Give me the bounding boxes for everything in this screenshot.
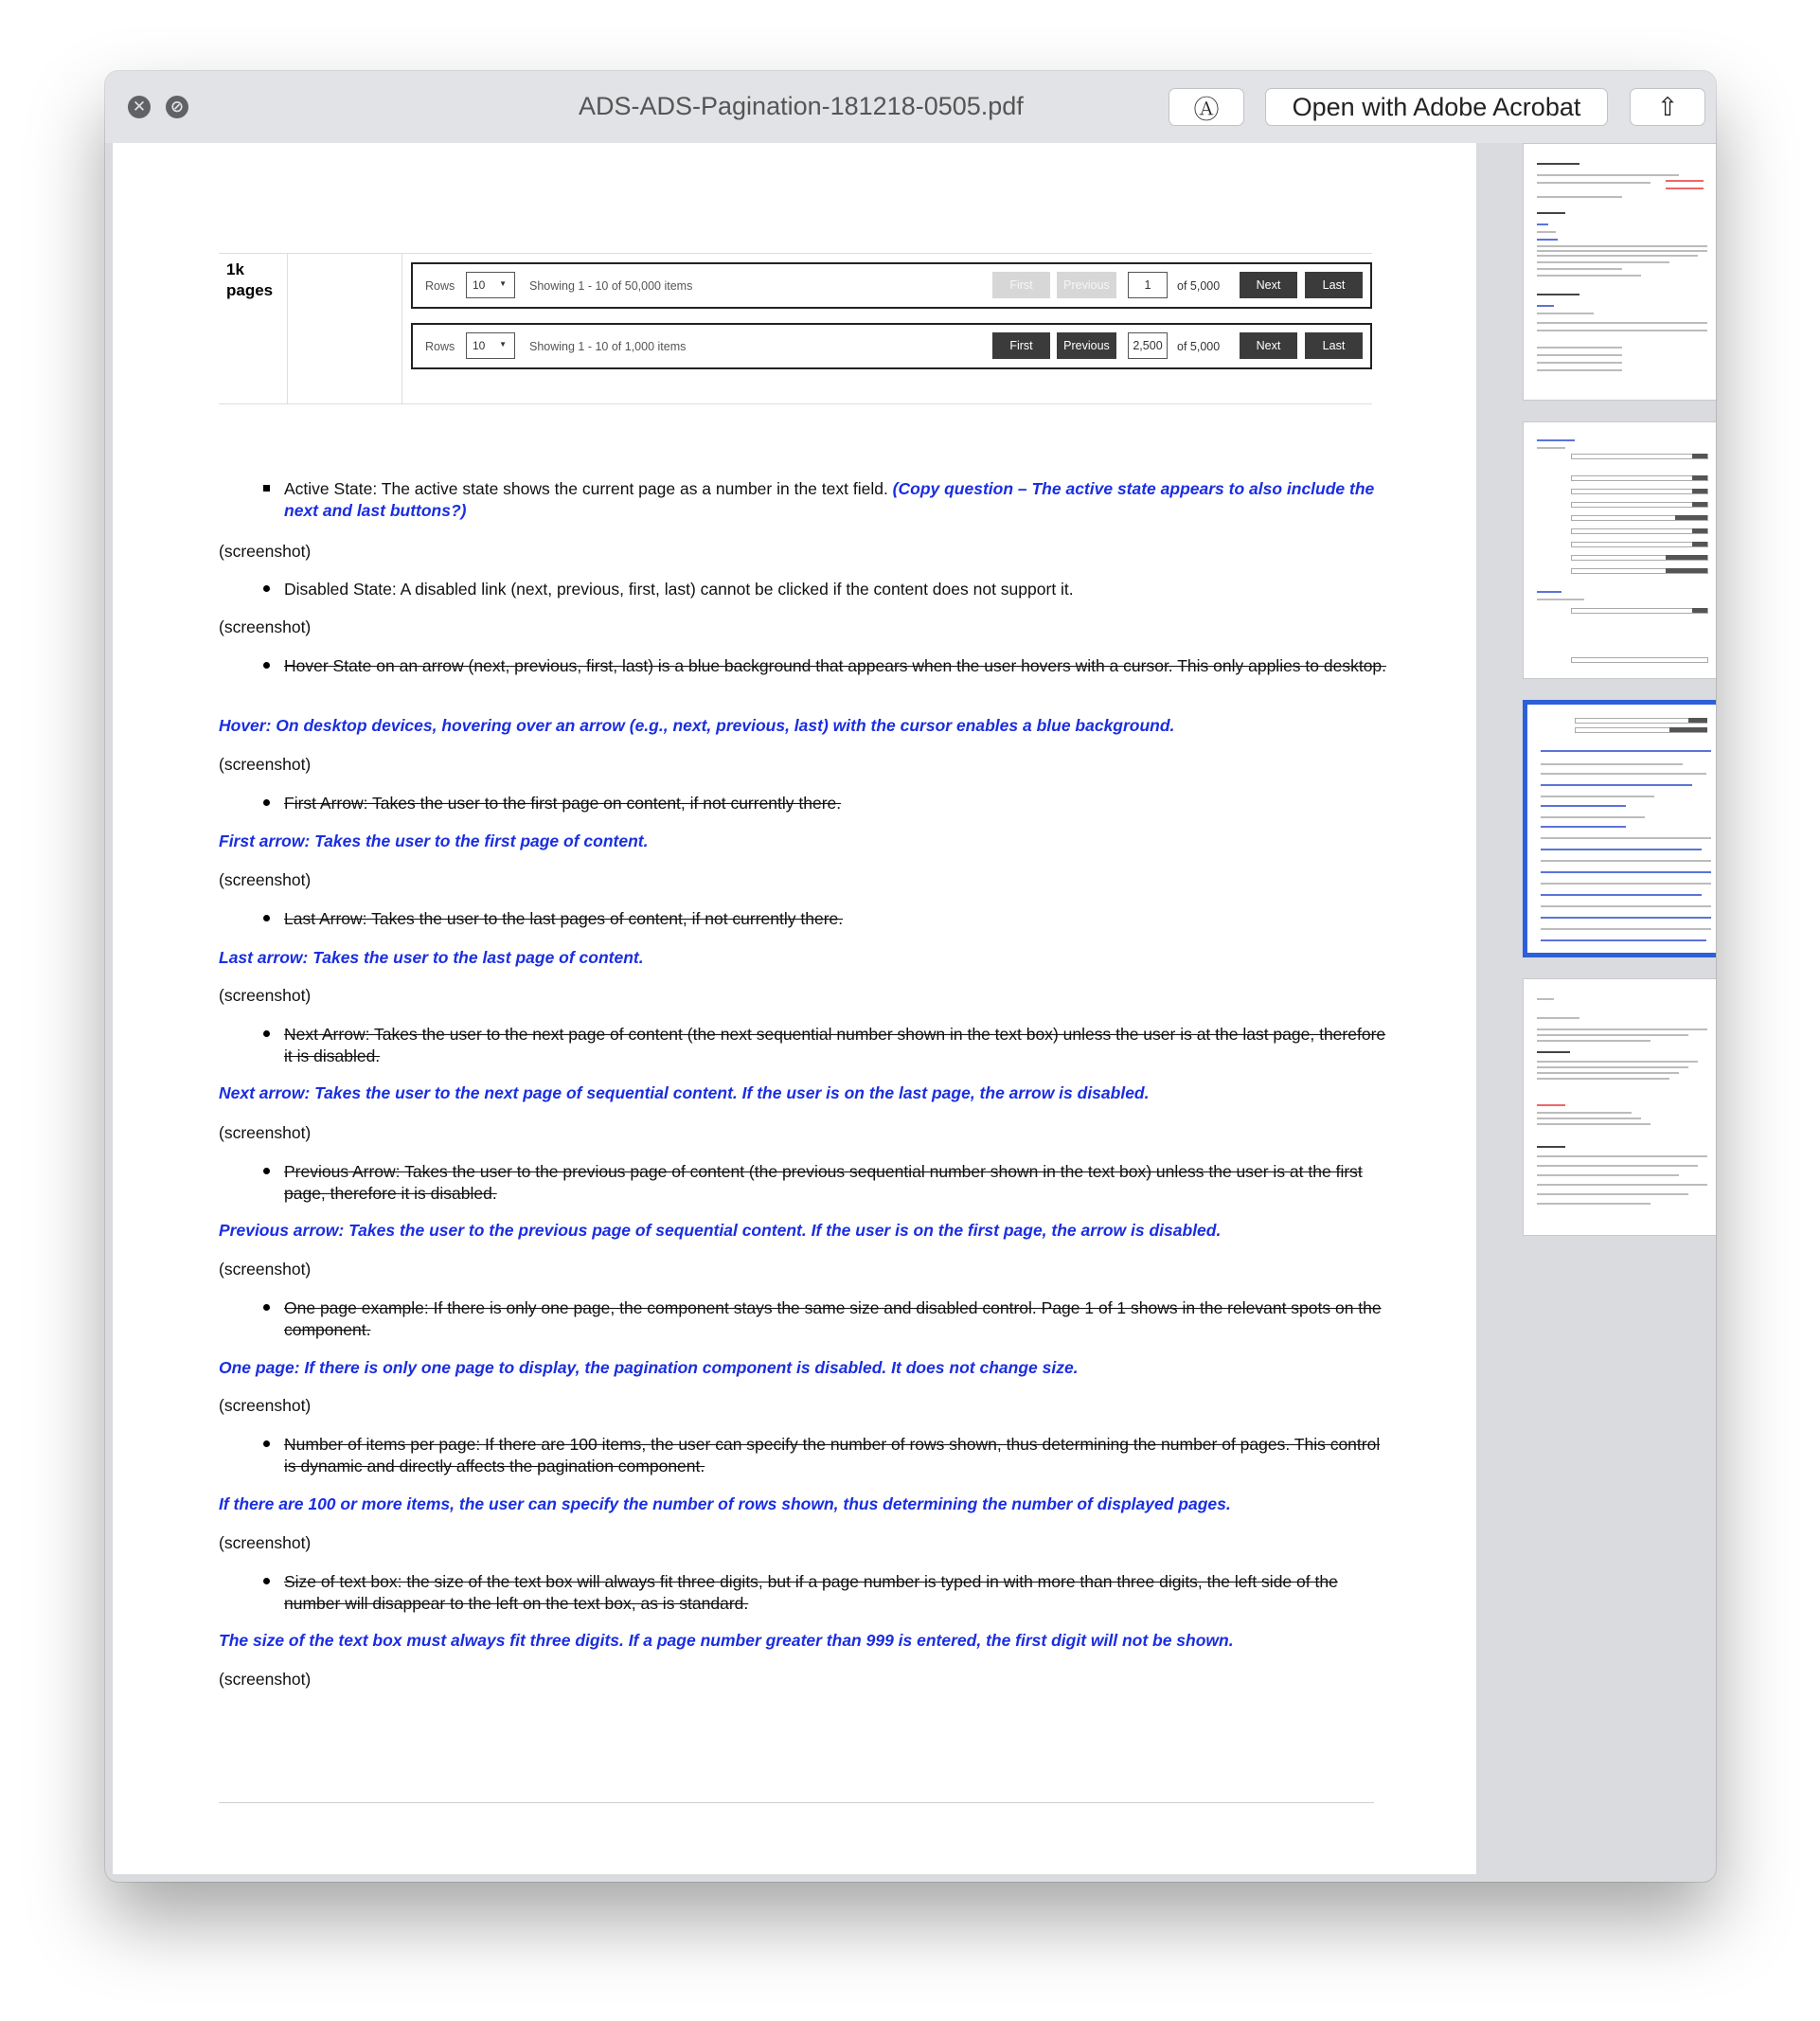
last-revised: Last arrow: Takes the user to the last page of content. (219, 948, 644, 967)
bullet-disabled-state: Disabled State: A disabled link (next, previous, first, last) cannot be clicked if the content does not support it. (284, 579, 1392, 600)
screenshot-placeholder: (screenshot) (219, 542, 312, 561)
last-button[interactable]: Last (1305, 272, 1363, 298)
share-icon[interactable]: ⇧ (1630, 88, 1705, 126)
preview-window (105, 71, 1716, 1882)
screenshot-placeholder: (screenshot) (219, 755, 312, 774)
screenshot-placeholder: (screenshot) (219, 870, 312, 889)
table-divider (287, 254, 288, 403)
pagination-bar-active (411, 323, 1372, 369)
page-thumbnail-2[interactable] (1523, 421, 1716, 679)
window-title: ADS-ADS-Pagination-181218-0505.pdf (579, 92, 1024, 120)
previous-revised: Previous arrow: Takes the user to the previous page of sequential content. If the user is on the first page, the arrow is disabled. (219, 1221, 1222, 1240)
screenshot-placeholder: (screenshot) (219, 986, 312, 1005)
showing-text: Showing 1 - 10 of 50,000 items (529, 279, 693, 293)
rows-select[interactable] (466, 272, 515, 298)
rows-value: 10 (473, 278, 486, 292)
first-button[interactable]: First (992, 272, 1050, 298)
page-total: of 5,000 (1177, 279, 1221, 293)
bullet-next-old: Next Arrow: Takes the user to the next page of content (the next sequential number shown in the text box) unless the user is at the last page, therefore it is disabled. (284, 1024, 1392, 1067)
open-with-acrobat-button[interactable]: Open with Adobe Acrobat (1265, 88, 1608, 126)
next-button[interactable]: Next (1240, 332, 1297, 359)
rows-select[interactable] (466, 332, 515, 359)
copy-question: (Copy question – The active state appears to also include the next and last buttons?) (284, 479, 1375, 520)
bullet-previous-old: Previous Arrow: Takes the user to the previous page of content (the previous sequential number shown in the text box) unless the user is at the first page, therefore it is disabled. (284, 1161, 1392, 1205)
screenshot-placeholder: (screenshot) (219, 1533, 312, 1552)
page-total: of 5,000 (1177, 340, 1221, 353)
first-revised: First arrow: Takes the user to the first page of content. (219, 832, 649, 850)
next-revised: Next arrow: Takes the user to the next page of sequential content. If the user is on the last page, the arrow is disabled. (219, 1083, 1150, 1102)
footer-divider (219, 1802, 1374, 1803)
screenshot-placeholder: (screenshot) (219, 1670, 312, 1689)
rows-value: 10 (473, 339, 486, 352)
bullet-items-old: Number of items per page: If there are 100 items, the user can specify the number of rows shown, thus determining the number of pages. This control is dynamic and directly affects the pagination component. (284, 1434, 1392, 1477)
items-revised: If there are 100 or more items, the user can specify the number of rows shown, thus determining the number of displayed pages. (219, 1494, 1231, 1513)
hover-revised: Hover: On desktop devices, hovering over an arrow (e.g., next, previous, last) with the cursor enables a blue background. (219, 716, 1175, 735)
onepage-revised: One page: If there is only one page to display, the pagination component is disabled. It does not change size. (219, 1358, 1079, 1377)
screenshot-placeholder: (screenshot) (219, 617, 312, 636)
markup-pen-icon[interactable]: Ⓐ (1169, 88, 1244, 126)
screenshot-placeholder: (screenshot) (219, 1396, 312, 1415)
rows-label: Rows (425, 279, 455, 293)
previous-button[interactable]: Previous (1057, 332, 1116, 359)
page-thumbnail-3-selected[interactable] (1523, 700, 1716, 957)
bullet-onepage-old: One page example: If there is only one page, the component stays the same size and disabled control. Page 1 of 1 shows in the relevant spots on the component. (284, 1297, 1392, 1341)
textbox-revised: The size of the text box must always fit three digits. If a page number greater than 999 is entered, the first digit will not be shown. (219, 1631, 1234, 1650)
bullet-hover-old: Hover State on an arrow (next, previous, first, last) is a blue background that appears when the user hovers with a cursor. This only applies to desktop. (284, 655, 1392, 677)
close-icon[interactable]: ✕ (128, 96, 151, 118)
page-thumbnail-1[interactable] (1523, 143, 1716, 401)
pdf-page (113, 143, 1476, 1874)
first-button[interactable]: First (992, 332, 1050, 359)
bullet-last-old: Last Arrow: Takes the user to the last pages of content, if not currently there. (284, 908, 1392, 930)
caret-down-icon: ▼ (499, 279, 507, 288)
title-bar (105, 71, 1716, 143)
last-button[interactable]: Last (1305, 332, 1363, 359)
rows-label: Rows (425, 340, 455, 353)
page-thumbnail-4[interactable] (1523, 978, 1716, 1236)
page-number-input[interactable]: 1 (1128, 272, 1168, 298)
pagination-example-table (219, 253, 1372, 404)
next-button[interactable]: Next (1240, 272, 1297, 298)
table-divider (401, 254, 402, 403)
showing-text: Showing 1 - 10 of 1,000 items (529, 340, 687, 353)
screenshot-placeholder: (screenshot) (219, 1123, 312, 1142)
active-state-text: Active State: The active state shows the current page as a number in the text field. (284, 479, 893, 498)
thumbnail-sidebar (1488, 143, 1716, 1882)
bullet-first-old: First Arrow: Takes the user to the first page on content, if not currently there. (284, 793, 1392, 814)
previous-button[interactable]: Previous (1057, 272, 1116, 298)
page-number-input[interactable]: 2,500 (1128, 332, 1168, 359)
bullet-active-state (284, 478, 1392, 522)
no-entry-icon[interactable]: ⊘ (166, 96, 188, 118)
row-label: 1k pages (226, 260, 274, 299)
caret-down-icon: ▼ (499, 340, 507, 349)
screenshot-placeholder: (screenshot) (219, 1260, 312, 1279)
pagination-bar-disabled (411, 262, 1372, 309)
bullet-textbox-old: Size of text box: the size of the text box will always fit three digits, but if a page number is typed in with more than three digits, the left side of the number will disappear to the left on the text box, as is standard. (284, 1571, 1392, 1615)
